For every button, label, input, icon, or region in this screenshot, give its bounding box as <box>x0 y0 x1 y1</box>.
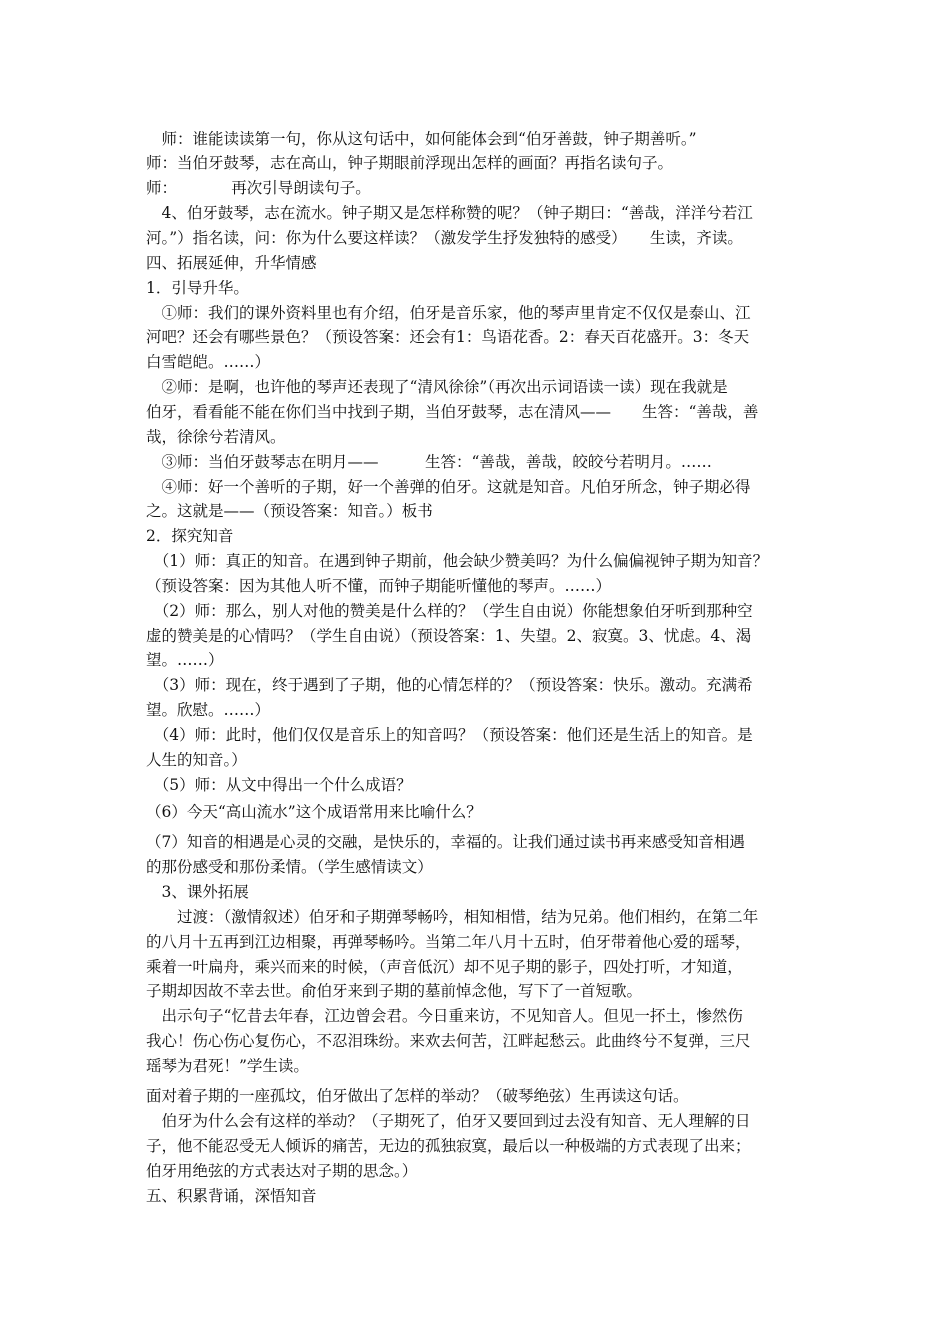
text-line: 师： 再次引导朗读句子。 <box>146 179 371 197</box>
text-line: 的那份感受和那份柔情。（学生感情读文） <box>146 858 433 876</box>
text-line: 的八月十五再到江边相聚，再弹琴畅吟。当第二年八月十五时，伯牙带着他心爱的瑶琴， <box>146 933 751 951</box>
text-line: （预设答案：因为其他人听不懂，而钟子期能听懂他的琴声。……） <box>146 577 612 595</box>
subsection-heading: 3、课外拓展 <box>146 883 249 901</box>
text-line: 望。欣慰。……） <box>146 701 271 719</box>
text-line: （3）师：现在，终于遇到了子期，他的心情怎样的？（预设答案：快乐。激动。充满希 <box>146 676 753 694</box>
text-line: 伯牙用绝弦的方式表达对子期的思念。） <box>146 1162 418 1180</box>
text-line: 河。”）指名读，问：你为什么要这样读？（激发学生抒发独特的感受） 生读，齐读。 <box>146 229 743 247</box>
text-line: 师：谁能读读第一句，你从这句话中，如何能体会到“伯牙善鼓，钟子期善听。” <box>146 130 697 148</box>
text-line: （2）师：那么，别人对他的赞美是什么样的？（学生自由说）你能想象伯牙听到那种空 <box>146 602 753 620</box>
text-line: （5）师：从文中得出一个什么成语？ <box>146 776 412 794</box>
text-line: （4）师：此时，他们仅仅是音乐上的知音吗？（预设答案：他们还是生活上的知音。是 <box>146 726 753 744</box>
text-line: （6）今天“高山流水”这个成语常用来比喻什么？ <box>146 803 482 821</box>
subsection-heading: 2．探究知音 <box>146 527 234 545</box>
section-heading: 五、积累背诵，深悟知音 <box>146 1187 317 1205</box>
section-heading: 四、拓展延伸，升华情感 <box>146 254 317 272</box>
text-line: 4、伯牙鼓琴，志在流水。钟子期又是怎样称赞的呢？（钟子期曰：“善哉，洋洋兮若江 <box>146 204 753 222</box>
text-line: 出示句子“忆昔去年春，江边曾会君。今日重来访，不见知音人。但见一抔土，惨然伤 <box>146 1007 743 1025</box>
text-line: 过渡：（激情叙述）伯牙和子期弹琴畅吟，相知相惜，结为兄弟。他们相约，在第二年 <box>146 908 759 926</box>
text-line: 瑶琴为君死！”学生读。 <box>146 1057 309 1075</box>
text-line: 子期却因故不幸去世。俞伯牙来到子期的墓前悼念他，写下了一首短歌。 <box>146 982 643 1000</box>
text-line: （1）师：真正的知音。在遇到钟子期前，他会缺少赞美吗？为什么偏偏视钟子期为知音？ <box>146 552 769 570</box>
text-line: 子，他不能忍受无人倾诉的痛苦，无边的孤独寂寞，最后以一种极端的方式表现了出来； <box>146 1137 751 1155</box>
text-line: ②师：是啊，也许他的琴声还表现了“清风徐徐”（再次出示词语读一读）现在我就是 <box>146 378 728 396</box>
text-line: ④师：好一个善听的子期，好一个善弹的伯牙。这就是知音。凡伯牙所念，钟子期必得 <box>146 478 751 496</box>
text-line: 伯牙为什么会有这样的举动？（子期死了，伯牙又要回到过去没有知音、无人理解的日 <box>146 1112 751 1130</box>
text-line: 面对着子期的一座孤坟，伯牙做出了怎样的举动？（破琴绝弦）生再读这句话。 <box>146 1087 689 1105</box>
text-line: 伯牙，看看能不能在你们当中找到子期，当伯牙鼓琴，志在清风—— 生答：“善哉，善 <box>146 403 759 421</box>
text-line: （7）知音的相遇是心灵的交融，是快乐的，幸福的。让我们通过读书再来感受知音相遇 <box>146 833 745 851</box>
text-line: 哉，徐徐兮若清风。 <box>146 428 286 446</box>
text-line: 望。……） <box>146 651 224 669</box>
text-line: 我心！伤心伤心复伤心，不忍泪珠纷。来欢去何苦，江畔起愁云。此曲终兮不复弹，三尺 <box>146 1032 751 1050</box>
text-line: 河吧？还会有哪些景色？（预设答案：还会有1：鸟语花香。2：春天百花盛开。3：冬天 <box>146 328 750 346</box>
text-line: 白雪皑皑。……） <box>146 353 271 371</box>
subsection-heading: 1．引导升华。 <box>146 279 249 297</box>
text-line: ③师：当伯牙鼓琴志在明月—— 生答：“善哉，善哉，皎皎兮若明月。…… <box>146 453 712 471</box>
text-line: ①师：我们的课外资料里也有介绍，伯牙是音乐家，他的琴声里肯定不仅仅是泰山、江 <box>146 304 751 322</box>
text-line: 师：当伯牙鼓琴，志在高山，钟子期眼前浮现出怎样的画面？再指名读句子。 <box>146 154 674 172</box>
text-line: 虚的赞美是的心情吗？（学生自由说）（预设答案：1、失望。2、寂寞。3、忧虑。4、渴 <box>146 627 752 645</box>
text-line: 之。这就是——（预设答案：知音。）板书 <box>146 502 433 520</box>
text-line: 乘着一叶扁舟，乘兴而来的时候，（声音低沉）却不见子期的影子，四处打听，才知道， <box>146 958 743 976</box>
text-line: 人生的知音。） <box>146 751 247 769</box>
